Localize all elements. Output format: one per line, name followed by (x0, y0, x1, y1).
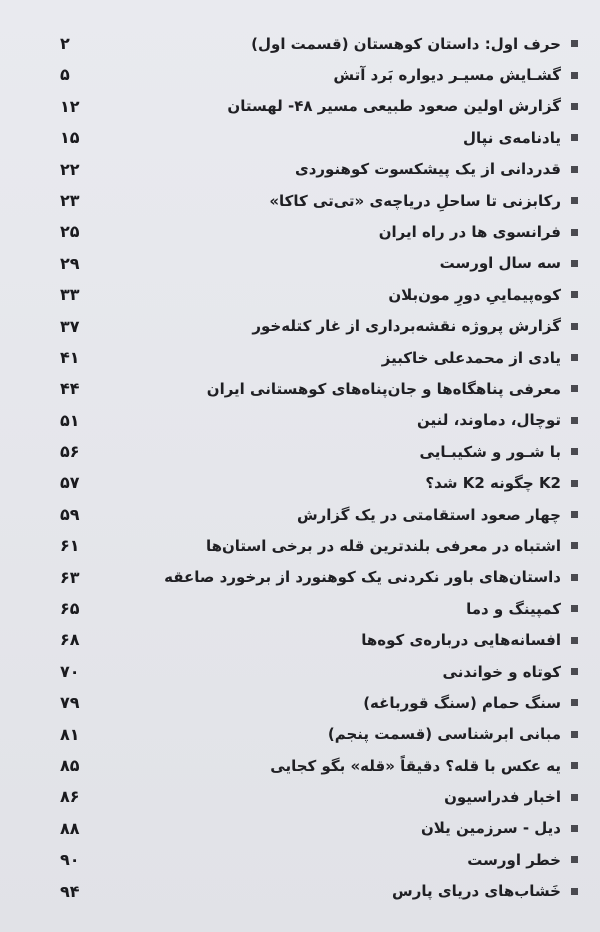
square-bullet-icon (571, 888, 578, 895)
toc-entry-page: ۶۱ (60, 536, 80, 556)
toc-entry-page: ۵ (60, 65, 70, 85)
toc-entry (60, 122, 580, 153)
toc-entry-page: ۳۳ (60, 285, 80, 305)
toc-entry (60, 279, 580, 310)
toc-entry-title: سنگ حمام (سنگ قورباغه) (363, 693, 561, 712)
toc-entry-page: ۵۷ (60, 473, 80, 493)
toc-entry (60, 311, 580, 342)
square-bullet-icon (571, 825, 578, 832)
toc-entry-page: ۸۱ (60, 724, 80, 744)
toc-list (60, 28, 580, 907)
toc-entry-page: ۶۸ (60, 630, 80, 650)
toc-entry-title: گشـایش مسیـر دیواره بَرد آتش (333, 66, 561, 85)
toc-entry (60, 562, 580, 593)
square-bullet-icon (571, 197, 578, 204)
toc-entry (60, 719, 580, 750)
toc-entry (60, 248, 580, 279)
square-bullet-icon (571, 40, 578, 47)
toc-entry-title: دیل - سرزمین یلان (420, 819, 561, 838)
toc-entry-title: داستان‌های باور نکردنی یک کوهنورد از برخورد صاعقه (164, 568, 561, 587)
toc-entry-page: ۷۹ (60, 693, 80, 713)
square-bullet-icon (571, 637, 578, 644)
toc-entry-title: رکابزنی تا ساحلِ دریاچه‌ی «تی‌تی کاکا» (269, 191, 561, 210)
square-bullet-icon (571, 448, 578, 455)
toc-entry (60, 844, 580, 875)
toc-entry (60, 185, 580, 216)
square-bullet-icon (571, 166, 578, 173)
toc-entry-title: گزارش اولین صعود طبیعی مسیر ۴۸- لهستان (227, 97, 561, 116)
square-bullet-icon (571, 856, 578, 863)
toc-entry-title: گزارش پروژه نقشه‌برداری از غار کتله‌خور (252, 317, 561, 336)
toc-entry-title: فرانسوی ها در راه ایران (378, 223, 561, 242)
toc-entry-page: ۵۹ (60, 504, 80, 524)
square-bullet-icon (571, 323, 578, 330)
toc-entry-page: ۲۳ (60, 190, 80, 210)
toc-entry-page: ۱۲ (60, 96, 80, 116)
square-bullet-icon (571, 762, 578, 769)
toc-entry-title: اشتباه در معرفی بلندترین قله در برخی استان‌ها (205, 536, 561, 555)
toc-entry (60, 405, 580, 436)
square-bullet-icon (571, 385, 578, 392)
square-bullet-icon (571, 668, 578, 675)
toc-entry-title: کوتاه و خواندنی (442, 662, 561, 681)
toc-entry-title: اخبار فدراسیون (444, 788, 561, 807)
toc-entry-title: یادنامه‌ی نپال (463, 128, 561, 147)
toc-entry-title: یه عکس با قله؟ دقیقاً «قله» بگو کجایی (270, 756, 561, 775)
toc-entry-title: یادی از محمدعلی خاکبیز (381, 348, 561, 367)
toc-entry-page: ۸۵ (60, 755, 80, 775)
toc-entry (60, 342, 580, 373)
toc-entry-title: کمپینگ و دما (466, 599, 561, 618)
square-bullet-icon (571, 417, 578, 424)
square-bullet-icon (571, 103, 578, 110)
toc-entry-page: ۷۰ (60, 661, 80, 681)
toc-entry (60, 373, 580, 404)
toc-entry (60, 216, 580, 247)
square-bullet-icon (571, 229, 578, 236)
square-bullet-icon (571, 354, 578, 361)
square-bullet-icon (571, 794, 578, 801)
toc-entry-title: خَشاب‌های دریای پارس (392, 882, 561, 901)
square-bullet-icon (571, 134, 578, 141)
toc-entry-page: ۵۱ (60, 410, 80, 430)
toc-entry-page: ۲۲ (60, 159, 80, 179)
toc-entry (60, 687, 580, 718)
toc-entry-page: ۸۶ (60, 787, 80, 807)
toc-entry (60, 530, 580, 561)
toc-entry-page: ۲۵ (60, 222, 80, 242)
square-bullet-icon (571, 731, 578, 738)
toc-entry-page: ۲ (60, 34, 70, 53)
toc-entry-page: ۲۹ (60, 253, 80, 273)
toc-entry (60, 750, 580, 781)
toc-entry (60, 467, 580, 498)
toc-entry-title: با شـور و شکیبـایی (419, 442, 561, 461)
toc-entry (60, 59, 580, 90)
toc-entry-title: K2 چگونه K2 شد؟ (425, 474, 561, 493)
toc-entry-title: مبانی ابرشناسی (قسمت پنجم) (327, 725, 561, 744)
toc-entry (60, 91, 580, 122)
toc-entry (60, 499, 580, 530)
toc-entry-title: کوه‌پیماییِ دورِ مون‌بلان (388, 285, 561, 304)
toc-entry-title: معرفی پناهگاه‌ها و جان‌پناه‌های کوهستانی ایران (206, 379, 561, 398)
toc-entry (60, 624, 580, 655)
square-bullet-icon (571, 605, 578, 612)
toc-entry-page: ۴۴ (60, 379, 80, 399)
toc-entry-title: قدردانی از یک پیشکسوت کوهنوردی (294, 160, 561, 179)
toc-entry-page: ۴۱ (60, 347, 80, 367)
square-bullet-icon (571, 260, 578, 267)
square-bullet-icon (571, 699, 578, 706)
toc-entry (60, 436, 580, 467)
square-bullet-icon (571, 511, 578, 518)
toc-entry (60, 781, 580, 812)
square-bullet-icon (571, 542, 578, 549)
toc-entry-title: افسانه‌هایی درباره‌ی کوه‌ها (361, 631, 561, 650)
toc-entry-title: توچال، دماوند، لنین (417, 411, 561, 430)
square-bullet-icon (571, 72, 578, 79)
toc-entry-page: ۶۳ (60, 567, 80, 587)
toc-entry-page: ۱۵ (60, 128, 80, 148)
toc-entry-page: ۳۷ (60, 316, 80, 336)
square-bullet-icon (571, 480, 578, 487)
toc-entry-page: ۵۶ (60, 442, 80, 462)
toc-entry-title: حرف اول: داستان کوهستان (قسمت اول) (251, 34, 561, 53)
toc-entry (60, 876, 580, 907)
toc-entry (60, 154, 580, 185)
toc-entry-page: ۸۸ (60, 818, 80, 838)
toc-entry-title: خطر اورست (467, 850, 561, 869)
toc-entry-page: ۶۵ (60, 599, 80, 619)
square-bullet-icon (571, 574, 578, 581)
square-bullet-icon (571, 291, 578, 298)
toc-entry-page: ۹۰ (60, 850, 80, 870)
toc-entry-title: سه سال اورست (439, 254, 561, 273)
toc-entry (60, 656, 580, 687)
toc-entry-page: ۹۴ (60, 881, 80, 901)
toc-entry-title: چهار صعود استقامتی در یک گزارش (296, 505, 561, 524)
toc-entry (60, 593, 580, 624)
toc-entry (60, 813, 580, 844)
toc-entry (60, 28, 580, 59)
